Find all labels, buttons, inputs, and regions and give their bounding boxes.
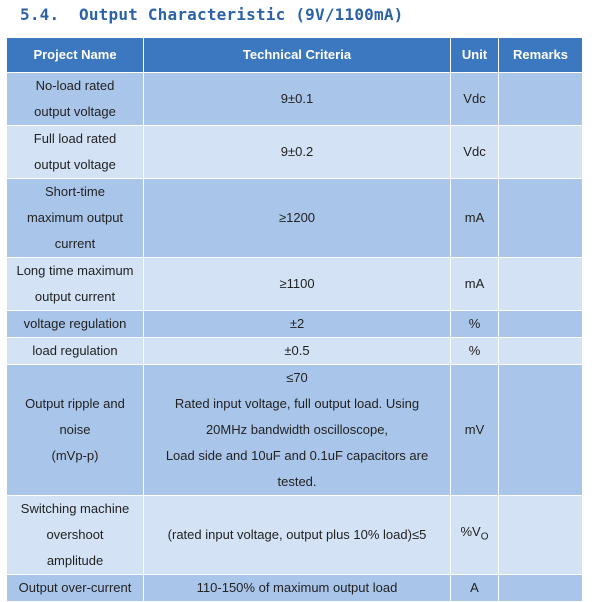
cell-unit: % xyxy=(451,338,499,365)
cell-project-name xyxy=(7,126,144,179)
cell-project-name-line: load regulation xyxy=(32,343,118,358)
header-technical-criteria: Technical Criteria xyxy=(144,38,451,73)
cell-technical-criteria-line: ≤70 xyxy=(286,370,308,385)
cell-project-name-line: Full load rated xyxy=(33,131,117,146)
cell-project-name xyxy=(7,365,144,496)
section-heading xyxy=(20,2,404,28)
table-row xyxy=(7,126,583,179)
table-row xyxy=(7,73,583,126)
cell-project-name-line: No-load rated xyxy=(35,78,115,93)
cell-technical-criteria-line: ≥1200 xyxy=(278,210,316,225)
cell-project-name-line: (mVp-p) xyxy=(51,448,99,463)
cell-technical-criteria xyxy=(144,365,451,496)
cell-project-name-line: Switching machine xyxy=(20,501,130,516)
cell-unit: $\%V_O$ xyxy=(451,496,499,575)
cell-project-name-line: output current xyxy=(34,289,116,304)
table-row xyxy=(7,311,583,338)
cell-project-name-line: voltage regulation xyxy=(23,316,127,331)
cell-unit: A xyxy=(451,575,499,602)
cell-technical-criteria-line: tested. xyxy=(277,474,317,489)
cell-technical-criteria xyxy=(144,496,451,575)
cell-technical-criteria-line: 9±0.2 xyxy=(280,144,314,159)
cell-remarks xyxy=(499,126,583,179)
section-title: Output Characteristic (9V/1100mA) xyxy=(79,5,404,24)
cell-project-name-line: maximum output xyxy=(26,210,124,225)
cell-technical-criteria-line: Rated input voltage, full output load. Using xyxy=(174,396,420,411)
output-characteristic-table xyxy=(6,37,583,602)
cell-technical-criteria xyxy=(144,575,451,602)
table-body xyxy=(7,73,583,602)
cell-remarks xyxy=(499,365,583,496)
table-row xyxy=(7,496,583,575)
cell-project-name-line: Long time maximum xyxy=(16,263,134,278)
cell-project-name-line: overshoot xyxy=(46,527,104,542)
header-unit: Unit xyxy=(451,38,499,73)
cell-project-name xyxy=(7,338,144,365)
cell-project-name xyxy=(7,496,144,575)
cell-project-name-line: Output ripple and xyxy=(25,396,125,411)
cell-remarks xyxy=(499,179,583,258)
cell-unit: mA xyxy=(451,258,499,311)
cell-unit: Vdc xyxy=(451,126,499,179)
cell-remarks xyxy=(499,338,583,365)
header-remarks: Remarks xyxy=(499,38,583,73)
table-row xyxy=(7,575,583,602)
cell-project-name-line: output voltage xyxy=(34,157,116,172)
cell-technical-criteria-line: Load side and 10uF and 0.1uF capacitors are xyxy=(165,448,429,463)
cell-project-name-line: amplitude xyxy=(46,553,104,568)
cell-technical-criteria xyxy=(144,258,451,311)
section-number: 5.4. xyxy=(20,5,60,24)
cell-remarks xyxy=(499,496,583,575)
cell-unit: mA xyxy=(451,179,499,258)
cell-project-name-line: output voltage xyxy=(34,104,116,119)
table-row xyxy=(7,179,583,258)
cell-technical-criteria-line: 9±0.1 xyxy=(280,91,314,106)
table-row xyxy=(7,258,583,311)
cell-project-name-line: current xyxy=(54,236,96,251)
cell-technical-criteria xyxy=(144,311,451,338)
cell-unit: Vdc xyxy=(451,73,499,126)
cell-technical-criteria-line: 20MHz bandwidth oscilloscope, xyxy=(205,422,389,437)
header-project-name: Project Name xyxy=(7,38,144,73)
cell-technical-criteria-line: ±2 xyxy=(289,316,305,331)
cell-project-name-line: Short-time xyxy=(45,184,105,199)
cell-unit: mV xyxy=(451,365,499,496)
cell-technical-criteria xyxy=(144,126,451,179)
cell-technical-criteria xyxy=(144,73,451,126)
cell-remarks xyxy=(499,311,583,338)
cell-project-name xyxy=(7,73,144,126)
cell-project-name xyxy=(7,179,144,258)
cell-technical-criteria-line: 110-150% of maximum output load xyxy=(196,580,398,595)
cell-technical-criteria xyxy=(144,338,451,365)
cell-project-name-line: Output over-current xyxy=(18,580,132,595)
cell-project-name xyxy=(7,311,144,338)
cell-technical-criteria-line: ≥1100 xyxy=(279,276,315,291)
cell-technical-criteria-line: (rated input voltage, output plus 10% load)≤5 xyxy=(167,527,427,542)
cell-technical-criteria xyxy=(144,179,451,258)
cell-project-name-line: noise xyxy=(59,422,91,437)
cell-remarks xyxy=(499,73,583,126)
cell-remarks xyxy=(499,258,583,311)
cell-project-name xyxy=(7,258,144,311)
table-header-row xyxy=(7,38,583,73)
table-row xyxy=(7,338,583,365)
cell-remarks xyxy=(499,575,583,602)
cell-project-name xyxy=(7,575,144,602)
cell-technical-criteria-line: ±0.5 xyxy=(284,343,310,358)
table-row xyxy=(7,365,583,496)
cell-unit: % xyxy=(451,311,499,338)
